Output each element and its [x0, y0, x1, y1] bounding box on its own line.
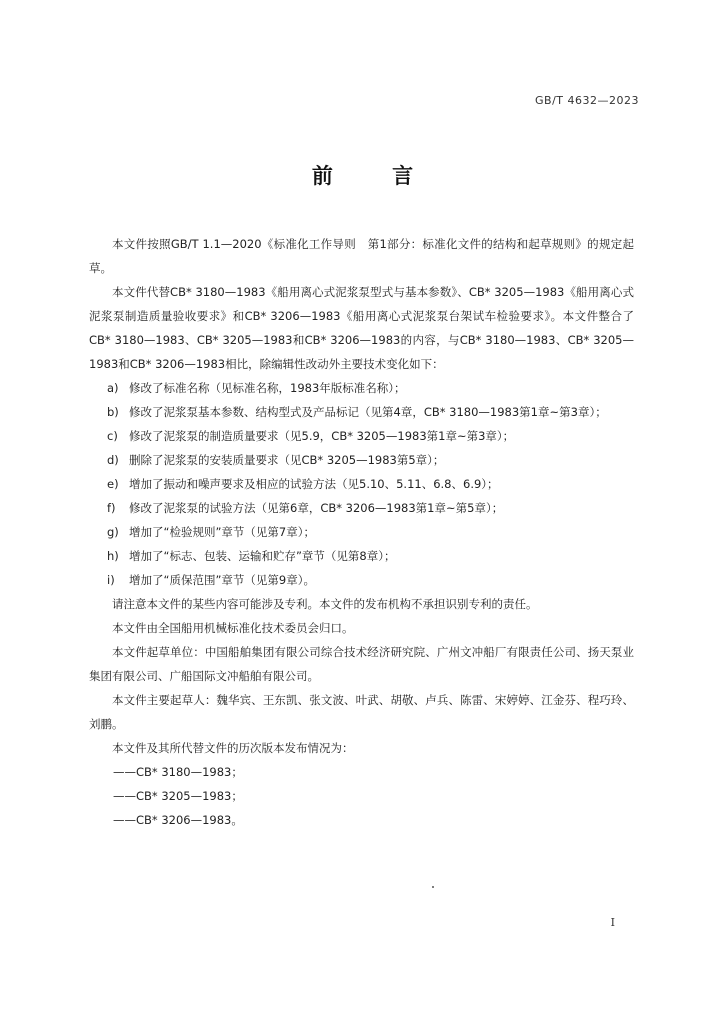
list-item [89, 424, 634, 448]
list-item [89, 568, 634, 592]
list-item-label: g) [107, 525, 119, 539]
list-item [89, 544, 634, 568]
list-item-label: a) [107, 381, 119, 395]
list-item-label: f) [107, 501, 116, 515]
paragraph-drafting-rules: 本文件按照GB/T 1.1—2020《标准化工作导则 第1部分：标准化文件的结构和起草规则》的规定起草。 [89, 237, 634, 275]
list-item-label: b) [107, 405, 119, 419]
paragraph-drafting-units: 本文件起草单位：中国船舶集团有限公司综合技术经济研究院、广州文冲船厂有限责任公司、扬天泵业集团有限公司、广船国际文冲船舶有限公司。 [89, 645, 634, 683]
page-number: I [610, 916, 615, 929]
changes-list [89, 376, 634, 592]
foreword-body [89, 232, 634, 832]
scan-speck [432, 886, 434, 888]
list-item-label: h) [107, 549, 119, 563]
list-item-text: 增加了“检验规则”章节（见第7章）； [129, 525, 315, 539]
paragraph-replacement: 本文件代替CB* 3180—1983《船用离心式泥浆泵型式与基本参数》、CB* 3205—1983《船用离心式泥浆泵制造质量验收要求》和CB* 3206—1983《船用离心式泥浆泵台架试车检验要求》。本文件整合了CB* 3180—1983、CB* 3205—1983和CB* 3206—1983的内容，与CB* 3180—1983、CB* 3205—1983和CB* 3206—1983相比，除编辑性改动外主要技术变化如下： [89, 285, 634, 371]
history-list [89, 760, 634, 832]
list-item-label: i) [107, 573, 115, 587]
paragraph-proposer: 本文件由全国船用机械标准化技术委员会归口。 [112, 621, 354, 635]
paragraph-drafters: 本文件主要起草人：魏华宾、王东凯、张文波、叶武、胡敬、卢兵、陈雷、宋婷婷、江金芬、程巧玲、刘鹏。 [89, 693, 634, 731]
list-item-text: 修改了标准名称（见标准名称，1983年版标准名称）； [129, 381, 406, 395]
list-item-label: e) [107, 477, 119, 491]
list-item-text: 删除了泥浆泵的安装质量要求（见CB* 3205—1983第5章）； [129, 453, 445, 467]
standard-number: GB/T 4632—2023 [535, 94, 639, 107]
list-item-label: d) [107, 453, 119, 467]
page-title: 前 言 [311, 163, 440, 188]
list-item-text: 修改了泥浆泵的制造质量要求（见5.9，CB* 3205—1983第1章~第3章）； [129, 429, 515, 443]
list-item [89, 496, 634, 520]
list-item-text: 增加了“质保范围”章节（见第9章）。 [129, 573, 315, 587]
list-item [89, 448, 634, 472]
history-item: ——CB* 3180—1983； [113, 765, 243, 779]
history-item: ——CB* 3206—1983。 [113, 813, 243, 827]
list-item-text: 增加了振动和噪声要求及相应的试验方法（见5.10、5.11、6.8、6.9）； [129, 477, 499, 491]
history-item: ——CB* 3205—1983； [113, 789, 243, 803]
list-item [89, 472, 634, 496]
list-item [89, 520, 634, 544]
list-item-text: 修改了泥浆泵的试验方法（见第6章，CB* 3206—1983第1章~第5章）； [129, 501, 504, 515]
list-item-text: 增加了“标志、包装、运输和贮存”章节（见第8章）； [129, 549, 396, 563]
list-item [89, 400, 634, 424]
list-item-text: 修改了泥浆泵基本参数、结构型式及产品标记（见第4章，CB* 3180—1983第1章~第3章）； [129, 405, 607, 419]
paragraph-patent-notice: 请注意本文件的某些内容可能涉及专利。本文件的发布机构不承担识别专利的责任。 [112, 597, 538, 611]
list-item [89, 376, 634, 400]
paragraph-history-intro: 本文件及其所代替文件的历次版本发布情况为： [112, 741, 354, 755]
list-item-label: c) [107, 429, 118, 443]
